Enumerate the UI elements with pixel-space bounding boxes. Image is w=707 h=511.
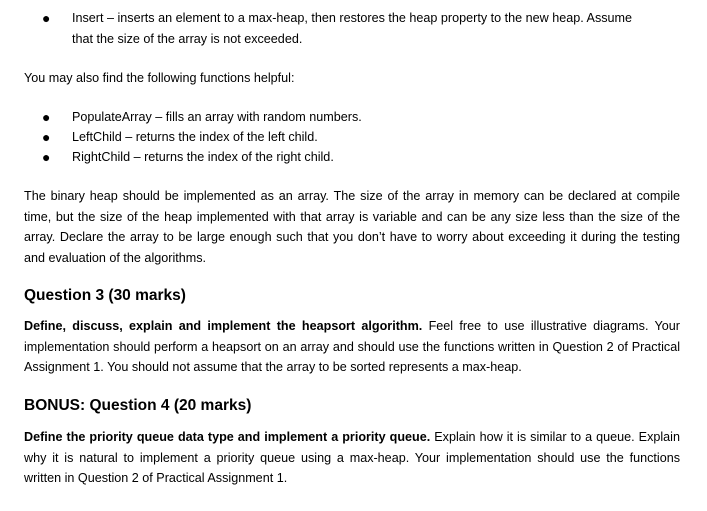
bullet-dot-icon: ● [42, 129, 51, 145]
question3-text: Feel free to use illustrative diagrams. Your implementation should perform a heapsort on an array and should use the functions written in Question 2 of Practical Assignment 1. You should not assume that the array to be sorted represents a max-heap. [24, 319, 680, 375]
question3-bold-lead: Define, discuss, explain and implement the heapsort algorithm. [24, 319, 423, 333]
question4-bold-lead: Define the priority queue data type and implement a priority queue. [24, 430, 431, 444]
bullet-text-populatearray: PopulateArray – fills an array with random numbers. [72, 110, 362, 124]
helpful-intro: You may also find the following functions helpful: [24, 71, 295, 85]
bullet-text-leftchild: LeftChild – returns the index of the left child. [72, 130, 318, 144]
question4-body [24, 427, 680, 489]
question4-text: Explain how it is similar to a queue. Explain why it is natural to implement a priority queue using a max-heap. Your implementation should use the functions written in Question 2 of Practical Assignment 1. [24, 430, 680, 486]
bullet-text-insert-line1: Insert – inserts an element to a max-heap, then restores the heap property to the new heap. Assume [72, 11, 633, 25]
bullet-text-rightchild: RightChild – returns the index of the right child. [72, 150, 334, 164]
bullet-dot-icon: ● [42, 149, 51, 165]
question4-heading: BONUS: Question 4 (20 marks) [24, 397, 252, 414]
heap-paragraph: The binary heap should be implemented as an array. The size of the array in memory can be declared at compile time, but the size of the heap implemented with that array is variable and can be any size less than the size of the array. Declare the array to be large enough such that you don’t have to worry about exceeding it during the testing and evaluation of the algorithms. [24, 189, 680, 265]
bullet-dot-icon: ● [42, 109, 51, 125]
question3-heading: Question 3 (30 marks) [24, 287, 186, 304]
bullet-dot-icon: ● [42, 10, 51, 26]
question3-body [24, 316, 680, 378]
bullet-text-insert-line2: that the size of the array is not exceeded. [72, 32, 303, 46]
